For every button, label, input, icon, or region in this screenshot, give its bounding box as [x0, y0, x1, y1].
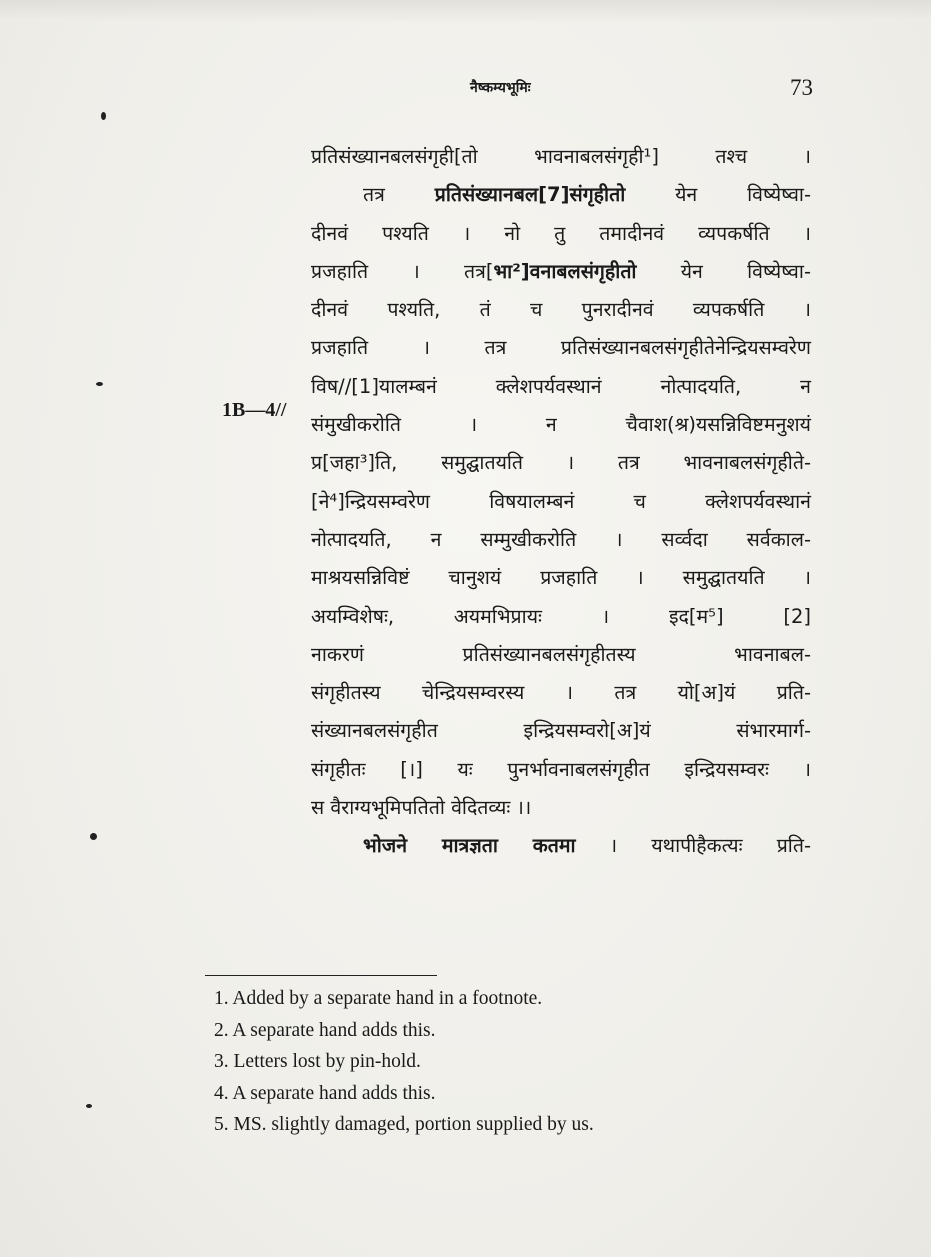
- footnote-item: 3. Letters lost by pin-hold.: [214, 1051, 421, 1072]
- text-line: [311, 291, 811, 329]
- scan-speck: [96, 382, 103, 386]
- footnote-item: 4. A separate hand adds this.: [214, 1082, 436, 1104]
- page-number: 73: [790, 75, 813, 100]
- bold-term: भा²]वनाबलसंगृहीतो: [493, 259, 637, 283]
- scan-speck: [90, 833, 97, 840]
- text-segment: । यथापीहैकत्यः प्रति-: [575, 834, 811, 858]
- text-line: [311, 789, 811, 827]
- text-segment: प्रजहाति । तत्र[: [311, 259, 494, 283]
- text-line: [311, 138, 811, 176]
- footnote-item: 1. Added by a separate hand in a footnote.: [214, 988, 543, 1009]
- text-line: [311, 329, 811, 367]
- bold-term: भोजने मात्रज्ञता कतमा: [363, 834, 576, 858]
- text-segment: येन विष्येष्वा-: [636, 259, 811, 283]
- text-segment: संगृहीतः [।] यः पुनर्भावनाबलसंगृहीत इन्द्रियसम्वरः ।: [311, 757, 811, 781]
- text-line: [311, 598, 811, 636]
- text-segment: संगृहीतस्य चेन्द्रियसम्वरस्य । तत्र यो[अ]यं प्रति-: [311, 681, 811, 705]
- text-line: [311, 751, 811, 789]
- text-segment: संख्यानबलसंगृहीत इन्द्रियसम्वरो[अ]यं संभारमार्ग-: [311, 719, 811, 743]
- text-segment: माश्रयसन्निविष्टं चानुशयं प्रजहाति । समुद्घातयति ।: [311, 566, 811, 590]
- text-line: [311, 368, 811, 406]
- text-line: [311, 521, 811, 559]
- text-line: [311, 444, 811, 482]
- text-segment: विष//[1]यालम्बनं क्लेशपर्यवस्थानं नोत्पादयति, न: [311, 374, 811, 398]
- text-segment: दीनवं पश्यति, तं च पुनरादीनवं व्यपकर्षति ।: [311, 298, 811, 322]
- scan-speck: [101, 112, 106, 120]
- text-segment: अयम्विशेषः, अयमभिप्रायः । इद[म⁵] [2]: [311, 604, 811, 628]
- text-line: [311, 176, 811, 214]
- text-segment: नाकरणं प्रतिसंख्यानबलसंगृहीतस्य भावनाबल-: [311, 642, 811, 666]
- text-segment: तत्र: [363, 183, 435, 207]
- manuscript-folio-ref: 1B—4//: [222, 399, 287, 421]
- text-line: [311, 559, 811, 597]
- text-segment: प्रजहाति । तत्र प्रतिसंख्यानबलसंगृहीतेनेन्द्रियसम्वरेण: [311, 336, 811, 360]
- text-line: [311, 674, 811, 712]
- text-line: [311, 483, 811, 521]
- sanskrit-body-text: [311, 138, 811, 866]
- text-segment: प्रतिसंख्यानबलसंगृही[तो भावनाबलसंगृही¹] तश्च ।: [311, 145, 811, 168]
- bold-term: प्रतिसंख्यानबल[7]संगृहीतो: [434, 183, 626, 207]
- text-line: [311, 636, 811, 674]
- text-segment: येन विष्येष्वा-: [625, 183, 811, 207]
- running-title: नैष्कम्यभूमिः: [470, 80, 531, 96]
- text-segment: स वैराग्यभूमिपतितो वेदितव्यः ।।: [311, 796, 532, 820]
- text-line: [311, 827, 811, 865]
- text-line: [311, 712, 811, 750]
- text-segment: [ने⁴]न्द्रियसम्वरेण विषयालम्बनं च क्लेशपर्यवस्थानं: [311, 489, 811, 513]
- text-line: [311, 253, 811, 291]
- text-segment: प्र[जहा³]ति, समुद्घातयति । तत्र भावनाबलसंगृहीते-: [311, 451, 811, 475]
- scan-speck: [86, 1104, 92, 1108]
- text-segment: दीनवं पश्यति । नो तु तमादीनवं व्यपकर्षति ।: [311, 221, 811, 245]
- footnote-item: 2. A separate hand adds this.: [214, 1019, 436, 1041]
- text-segment: नोत्पादयति, न सम्मुखीकरोति । सर्व्वदा सर्वकाल-: [311, 527, 811, 551]
- text-segment: संमुखीकरोति । न चैवाश(श्र)यसन्निविष्टमनुशयं: [311, 413, 811, 437]
- footnote-list: [214, 983, 594, 1141]
- scan-top-edge: [0, 0, 931, 22]
- footnote-item: 5. MS. slightly damaged, portion supplied by us.: [214, 1114, 594, 1135]
- text-line: [311, 215, 811, 253]
- footnote-rule: [205, 975, 437, 976]
- text-line: [311, 406, 811, 444]
